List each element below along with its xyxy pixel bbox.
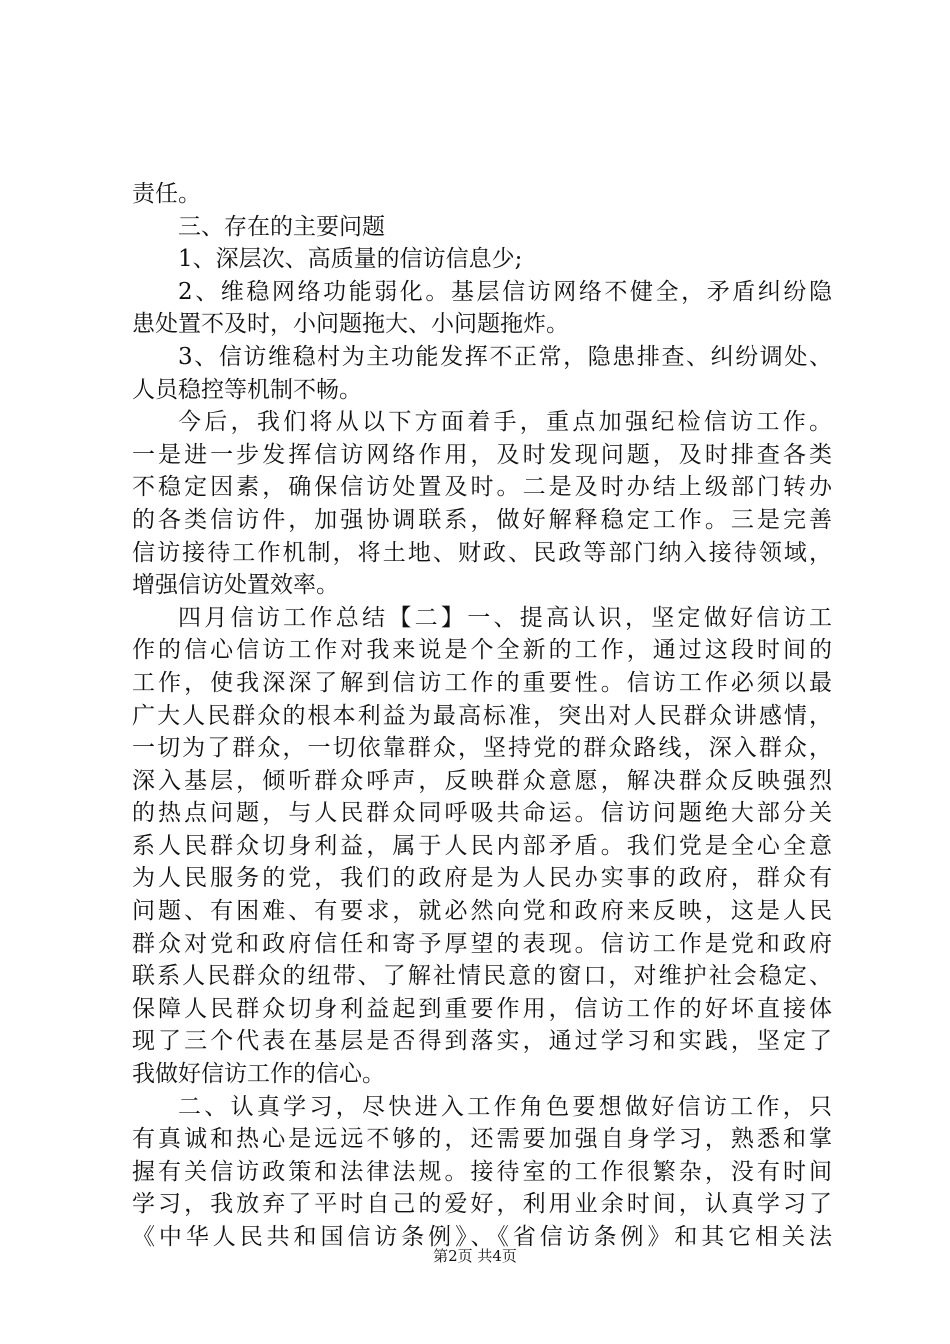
text-line: 作的信心信访工作对我来说是个全新的工作，通过这段时间的 bbox=[132, 637, 832, 664]
text-line: 四月信访工作总结【二】一、提高认识，坚定做好信访工 bbox=[178, 604, 832, 631]
text-line: 保障人民群众切身利益起到重要作用，信访工作的好坏直接体 bbox=[132, 995, 832, 1022]
text-line: 2、维稳网络功能弱化。基层信访网络不健全，矛盾纠纷隐 bbox=[178, 278, 832, 305]
text-line: 信访接待工作机制，将土地、财政、民政等部门纳入接待领域， bbox=[132, 539, 832, 566]
text-line: 三、存在的主要问题 bbox=[178, 213, 385, 240]
text-line: 一是进一步发挥信访网络作用，及时发现问题，及时排查各类 bbox=[132, 441, 832, 468]
text-line: 人员稳控等机制不畅。 bbox=[132, 376, 362, 403]
text-line: 广大人民群众的根本利益为最高标准，突出对人民群众讲感情， bbox=[132, 702, 832, 729]
text-line: 患处置不及时，小问题拖大、小问题拖炸。 bbox=[132, 311, 569, 338]
document-body bbox=[132, 178, 832, 1254]
text-line: 群众对党和政府信任和寄予厚望的表现。信访工作是党和政府 bbox=[132, 930, 832, 957]
text-line: 1、深层次、高质量的信访信息少; bbox=[178, 246, 523, 273]
text-line: 的各类信访件，加强协调联系，做好解释稳定工作。三是完善 bbox=[132, 506, 832, 533]
text-line: 问题、有困难、有要求，就必然向党和政府来反映，这是人民 bbox=[132, 898, 832, 925]
text-line: 《中华人民共和国信访条例》、《省信访条例》和其它相关法 bbox=[132, 1224, 832, 1250]
text-line: 二、认真学习，尽快进入工作角色要想做好信访工作，只 bbox=[178, 1093, 832, 1120]
text-line: 有真诚和热心是远远不够的，还需要加强自身学习，熟悉和掌 bbox=[132, 1126, 832, 1153]
page-footer: 第2页 共4页 bbox=[433, 1247, 517, 1265]
text-line: 学习，我放弃了平时自己的爱好，利用业余时间，认真学习了 bbox=[132, 1191, 832, 1218]
text-line: 责任。 bbox=[132, 181, 201, 207]
text-line: 现了三个代表在基层是否得到落实，通过学习和实践，坚定了 bbox=[132, 1028, 832, 1055]
text-line: 工作，使我深深了解到信访工作的重要性。信访工作必须以最 bbox=[132, 669, 832, 696]
text-line: 的热点问题，与人民群众同呼吸共命运。信访问题绝大部分关 bbox=[132, 800, 832, 827]
text-line: 增强信访处置效率。 bbox=[132, 572, 339, 599]
text-line: 为人民服务的党，我们的政府是为人民办实事的政府，群众有 bbox=[132, 865, 832, 892]
text-line: 一切为了群众，一切依靠群众，坚持党的群众路线，深入群众， bbox=[132, 735, 832, 762]
text-line: 不稳定因素，确保信访处置及时。二是及时办结上级部门转办 bbox=[132, 474, 832, 501]
text-line: 系人民群众切身利益，属于人民内部矛盾。我们党是全心全意 bbox=[132, 832, 832, 859]
text-line: 深入基层，倾听群众呼声，反映群众意愿，解决群众反映强烈 bbox=[132, 767, 832, 794]
text-line: 我做好信访工作的信心。 bbox=[132, 1061, 385, 1088]
text-line: 联系人民群众的纽带、了解社情民意的窗口，对维护社会稳定、 bbox=[132, 963, 832, 990]
text-line: 握有关信访政策和法律法规。接待室的工作很繁杂，没有时间 bbox=[132, 1158, 832, 1185]
text-line: 今后，我们将从以下方面着手，重点加强纪检信访工作。 bbox=[178, 409, 832, 436]
text-line: 3、信访维稳村为主功能发挥不正常，隐患排查、纠纷调处、 bbox=[178, 343, 832, 370]
